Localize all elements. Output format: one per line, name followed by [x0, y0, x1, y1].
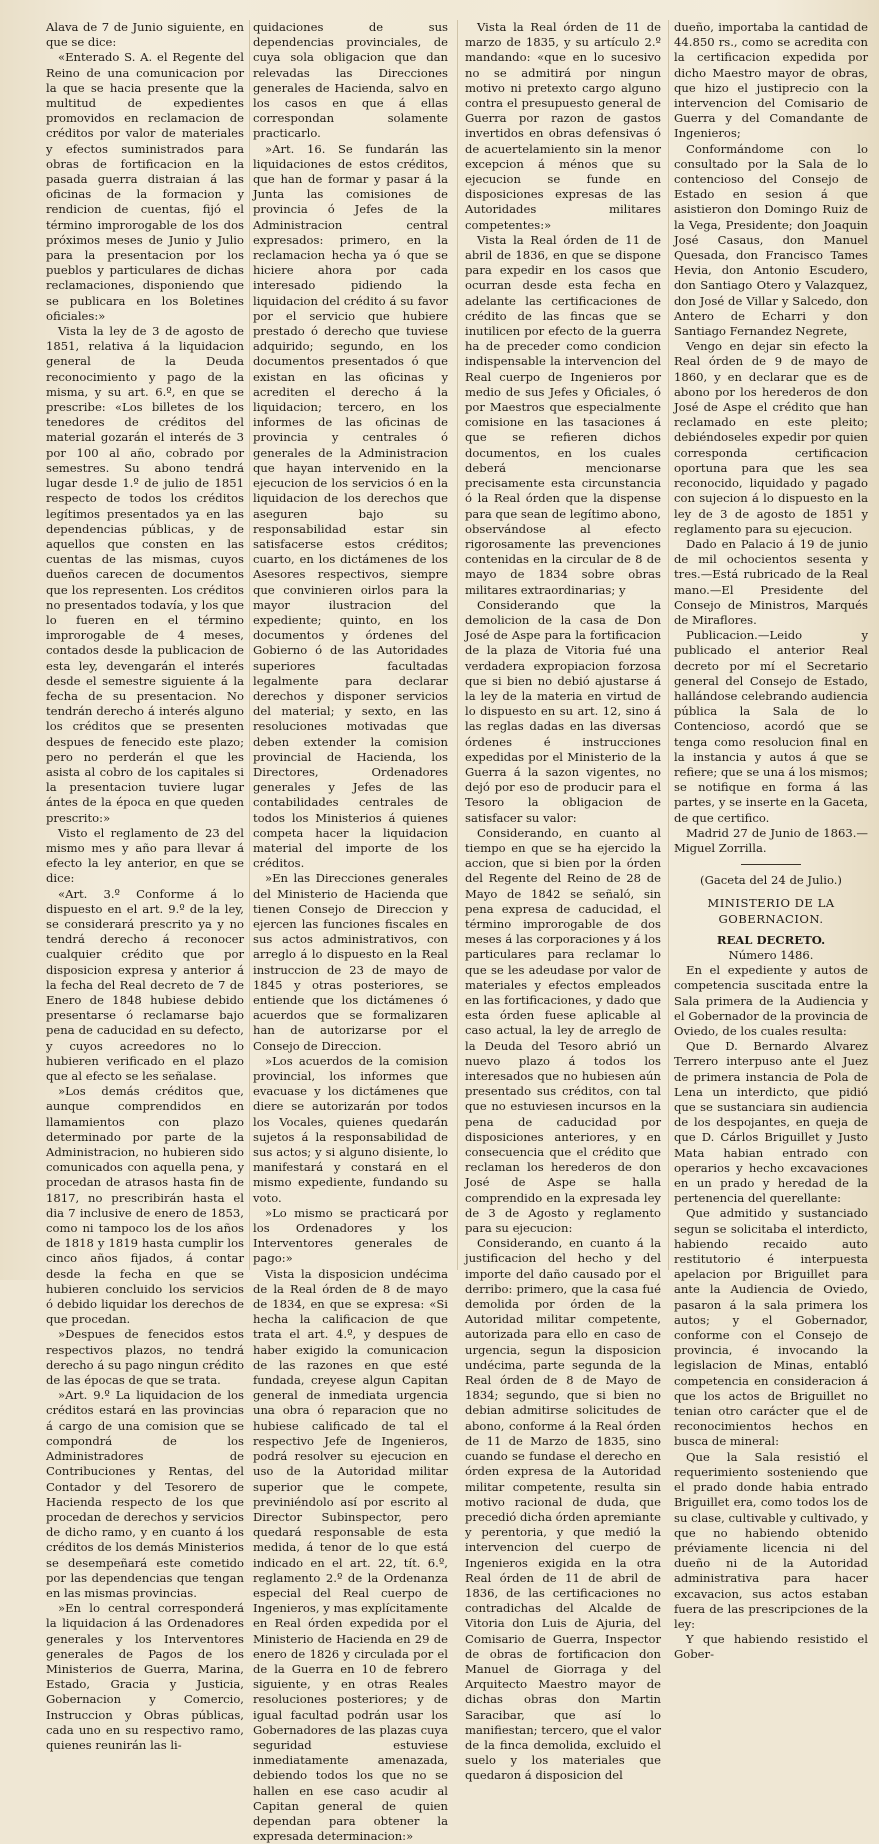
paragraph: «Art. 3.º Conforme á lo dispuesto en el art. 9.º de la ley, se considerará prescrito ya y no tendrá derecho á reconocer cualquier crédito que por disposicion expresa y anterior á la fecha del Real decreto de 7 de Enero de 1848 hubiese debido presentarse ó reclamarse bajo pena de caducidad en su defecto, y cuyos acreedores no lo hubieren verificado en el plazo que al efecto se les señalase.: [46, 886, 244, 1084]
divider: [741, 864, 801, 865]
decree-title: REAL DECRETO.: [716, 932, 826, 947]
paragraph: Que D. Bernardo Alvarez Terrero interpuso ante el Juez de primera instancia de Pola de Lena un interdicto, que pidió que se sustanciara sin audiencia de los despojantes, en queja de que D. Cárlos Briguillet y Justo Mata habian entrado con operarios y hecho excavaciones en un prado y heredad de la pertenencia del querellante:: [674, 1039, 868, 1206]
paragraph: »Los acuerdos de la comision provincial, los informes que evacuase y los dictámenes que diere se autorizarán por todos los Vocales, quienes quedarán sujetos á la responsabilidad de sus actos; y si alguno disiente, lo manifestará y constará en el mismo expediente, fundando su voto.: [253, 1053, 448, 1205]
paragraph: »En las Direcciones generales del Ministerio de Hacienda que tienen Consejo de Direccion y ejercen las funciones fiscales en sus actos administrativos, con arreglo á lo dispuesto en la Real instruccion de 23 de mayo de 1845 y otras posteriores, se entiende que los dictámenes ó acuerdos que se formalizaren han de autorizarse por el Consejo de Direccion.: [253, 871, 448, 1053]
column-divider: [668, 20, 669, 1270]
column-divider: [249, 20, 250, 1270]
text-column-1: [46, 20, 244, 1752]
paragraph: Alava de 7 de Junio siguiente, en que se dice:: [46, 20, 244, 50]
paragraph: »En lo central corresponderá la liquidacion á las Ordenadores generales y los Interventores generales de Pagos de los Ministerios de Guerra, Marina, Estado, Gracia y Justicia, Gobernacion y Comercio, Instruccion y Obras públicas, cada uno en su respectivo ramo, quienes reunirán las li-: [46, 1601, 244, 1752]
text-column-3: [465, 20, 661, 1783]
paragraph: »Despues de fenecidos estos respectivos plazos, no tendrá derecho á su pago ningun crédito de las épocas de que se trata.: [46, 1327, 244, 1388]
signature-line: Madrid 27 de Junio de 1863.—Miguel Zorrilla.: [674, 825, 868, 855]
paragraph: «Enterado S. A. el Regente del Reino de una comunicacion por la que se hacia presente que la multitud de expedientes promovidos en reclamacion de créditos por valor de materiales y efectos suministrados para obras de fortificacion en la pasada guerra distraian á las oficinas de la formacion y rendicion de cuentas, fijó el término improrogable de los dos próximos meses de Junio y Julio para la presentacion por los pueblos y particulares de dichas reclamaciones, disponiendo que se publicara en los Boletines oficiales:»: [46, 50, 244, 323]
paragraph: Considerando, en cuanto al tiempo en que se ha ejercido la accion, que si bien por la órden del Regente del Reino de 28 de Mayo de 1842 se señaló, sin pena expresa de caducidad, el término improrogable de dos meses á las corporaciones y á los particulares para reclamar lo que se les adeudase por valor de materiales y efectos empleados en las fortificaciones, y dado que esta órden fuese aplicable al caso actual, la ley de arreglo de la Deuda del Tesoro abrió un nuevo plazo á todos los interesados que no hubiesen aún presentado sus créditos, con tal que no estuviesen incursos en la pena de caducidad por disposiciones anteriores, y en consecuencia que el crédito que reclaman los herederos de don José de Aspe se halla comprendido en la expresada ley de 3 de Agosto y reglamento para su ejecucion:: [465, 825, 661, 1236]
ministry-heading: MINISTERIO DE LA GOBERNACION.: [707, 896, 835, 926]
paragraph: »Lo mismo se practicará por los Ordenadores y los Interventores generales de pago:»: [253, 1205, 448, 1266]
paragraph: dueño, importaba la cantidad de 44.850 rs., como se acredita con la certificacion expedida por dicho Maestro mayor de obras, que hizo el justiprecio con la intervencion del Comisario de Guerra y del Comandante de Ingenieros;: [674, 20, 868, 141]
paragraph: »Art. 9.º La liquidacion de los créditos estará en las provincias á cargo de una comision que se compondrá de los Administradores de Contribuciones y Rentas, del Contador y del Tesorero de Hacienda respecto de los que procedan de derechos y servicios de dicho ramo, y en cuanto á los créditos de los demás Ministerios se desempeñará este cometido por las dependencias que tengan en las mismas provincias.: [46, 1388, 244, 1600]
paragraph: Dado en Palacio á 19 de junio de mil ochocientos sesenta y tres.—Está rubricado de la Real mano.—El Presidente del Consejo de Ministros, Marqués de Miraflores.: [674, 536, 868, 627]
paragraph: Publicacion.—Leido y publicado el anterior Real decreto por mí el Secretario general del Consejo de Estado, hallándose celebrando audiencia pública la Sala de lo Contencioso, acordó que se tenga como resolucion final en la instancia y autos á que se refiere; que se una á los mismos; se notifique en forma á las partes, y se inserte en la Gaceta, de que certifico.: [674, 628, 868, 825]
paragraph: Vista la Real órden de 11 de abril de 1836, en que se dispone para expedir en los casos que ocurran desde esta fecha en adelante las certificaciones de crédito de las fincas que se inutilicen por efecto de la guerra ha de preceder como condicion indispensable la intervencion del Real cuerpo de Ingenieros por medio de sus Jefes y Oficiales, ó por Maestros que especialmente comisione en las tasaciones á que se refieren dichos documentos, en los cuales deberá mencionarse precisamente esta circunstancia ó la Real órden que la dispense para que sean de legítimo abono, observándose al efecto rigorosamente las prevenciones contenidas en la circular de 8 de mayo de 1834 sobre obras militares extraordinarias; y: [465, 232, 661, 597]
column-divider: [457, 20, 458, 1270]
paragraph: »Art. 16. Se fundarán las liquidaciones de estos créditos, que han de formar y pasar á la Junta las comisiones de provincia ó Jefes de la Administracion central expresados: primero, en la reclamacion hecha ya ó que se hiciere ahora por cada interesado pidiendo la liquidacion del crédito á su favor por el servicio que hubiere prestado ó derecho que tuviese adquirido; segundo, en los documentos presentados ó que existan en las oficinas y acrediten el derecho á la liquidacion; tercero, en los informes de las oficinas de provincia y centrales ó generales de la Administracion que hayan intervenido en la ejecucion de los servicios ó en la liquidacion de los derechos que aseguren bajo su responsabilidad estar sin satisfacerse estos créditos; cuarto, en los dictámenes de los Asesores respectivos, siempre que convinieren oirlos para la mayor ilustracion del expediente; quinto, en los documentos y órdenes del Gobierno ó de las Autoridades superiores facultadas legalmente para declarar derechos y disponer servicios del material; y sexto, en las resoluciones motivadas que deben extender la comision provincial de Hacienda, los Directores, Ordenadores generales y Jefes de las contabilidades centrales de todos los Ministerios á quienes competa hacer la liquidacion material del importe de los créditos.: [253, 141, 448, 871]
text-column-2: [253, 20, 448, 1844]
paragraph: Y que habiendo resistido el Gober-: [674, 1632, 868, 1662]
paragraph: quidaciones de sus dependencias provinciales, de cuya sola obligacion que dan relevadas las Direcciones generales de Hacienda, salvo en los casos en que á ellas correspondan solamente practicarlo.: [253, 20, 448, 141]
paragraph: Vista la disposicion undécima de la Real órden de 8 de mayo de 1834, en que se expresa: «Si hecha la calificacion de que trata el art. 4.º, y despues de haber exigido la comunicacion de las razones en que esté fundada, creyese algun Capitan general de inmediata urgencia una obra ó reparacion que no hubiese calificado de tal el respectivo Jefe de Ingenieros, podrá resolver su ejecucion en uso de la Autoridad militar superior que le compete, previniéndolo así por escrito al Director Subinspector, pero quedará responsable de esta medida, á tenor de lo que está indicado en el art. 22, tít. 6.º, reglamento 2.º de la Ordenanza especial del Real cuerpo de Ingenieros, y mas explícitamente en Real órden expedida por el Ministerio de Hacienda en 29 de enero de 1826 y circulada por el de la Guerra en 10 de febrero siguiente, y en otras Reales resoluciones posteriores; y de igual facultad podrán usar los Gobernadores de las plazas cuya seguridad estuviese inmediatamente amenazada, debiendo todos los que no se hallen en ese caso acudir al Capitan general de quien dependan para obtener la expresada determinacion:»: [253, 1266, 448, 1844]
paragraph: Que admitido y sustanciado segun se solicitaba el interdicto, habiendo recaido auto restitutorio é interpuesta apelacion por Briguillet para ante la Audiencia de Oviedo, pasaron á la sala primera los autos; y el Gobernador, conforme con el Consejo de provincia, é invocando la legislacion de Minas, entabló competencia en consideracion á que los actos de Briguillet no tenian otro carácter que el de reconocimientos hechos en busca de mineral:: [674, 1206, 868, 1449]
paragraph: Considerando, en cuanto á la justificacion del hecho y del importe del daño causado por el derribo: primero, que la casa fué demolida por órden de la Autoridad militar competente, autorizada para ello en caso de urgencia, segun la disposicion undécima, parte segunda de la Real órden de 8 de Mayo de 1834; segundo, que si bien no debian admitirse solicitudes de abono, conforme á la Real órden de 11 de Marzo de 1835, sino cuando se fundase el derecho en órden expresa de la Autoridad militar competente, resulta sin motivo racional de duda, que precedió dicha órden apremiante y perentoria, y que medió la intervencion del cuerpo de Ingenieros exigida en la otra Real órden de 11 de abril de 1836, de las certificaciones no contradichas del Alcalde de Vitoria don Luis de Ajuria, del Comisario de Guerra, Inspector de obras de fortificacion don Manuel de Giorraga y del Arquitecto Maestro mayor de dichas obras don Martin Saracibar, que así lo manifiestan; tercero, que el valor de la finca demolida, excluido el suelo y los materiales que quedaron á disposicion del: [465, 1236, 661, 1783]
paragraph: Considerando que la demolicion de la casa de Don José de Aspe para la fortificacion de la plaza de Vitoria fué una verdadera expropiacion forzosa que si bien no debió ajustarse á la ley de la materia en virtud de lo dispuesto en su art. 12, sino á las reglas dadas en las diversas órdenes é instrucciones expedidas por el Ministerio de la Guerra á la sazon vigentes, no dejó por eso de producir para el Tesoro la obligacion de satisfacer su valor:: [465, 597, 661, 825]
paragraph: Vista la Real órden de 11 de marzo de 1835, y su artículo 2.º mandando: «que en lo sucesivo no se admitirá por ningun motivo ni pretexto cargo alguno contra el presupuesto general de Guerra por razon de gastos invertidos en obras defensivas ó de acuertelamiento sin la menor excepcion á ménos que su ejecucion se funde en disposiciones expresas de las Autoridades militares competentes:»: [465, 20, 661, 232]
paragraph: En el expediente y autos de competencia suscitada entre la Sala primera de la Audiencia y el Gobernador de la provincia de Oviedo, de los cuales resulta:: [674, 963, 868, 1038]
source-note: (Gaceta del 24 de Julio.): [700, 873, 842, 888]
paragraph: Vengo en dejar sin efecto la Real órden de 9 de mayo de 1860, y en declarar que es de abono por los herederos de don José de Aspe el crédito que han reclamado en este pleito; debiéndoseles expedir por quien corresponda certificacion oportuna para que les sea reconocido, liquidado y pagado con sujecion á lo dispuesto en la ley de 3 de agosto de 1851 y reglamento para su ejecucion.: [674, 339, 868, 536]
paragraph: Visto el reglamento de 23 del mismo mes y año para llevar á efecto la ley anterior, en que se dice:: [46, 825, 244, 886]
text-column-4: [674, 20, 868, 1662]
paragraph: Vista la ley de 3 de agosto de 1851, relativa á la liquidacion general de la Deuda reconocimiento y pago de la misma, y su art. 6.º, en que se prescribe: «Los billetes de los tenedores de créditos del material gozarán el interés de 3 por 100 al año, cobrado por semestres. Su abono tendrá lugar desde 1.º de julio de 1851 respecto de todos los créditos legítimos presentados ya en las dependencias públicas, y de aquellos que consten en las cuentas de las mismas, cuyos dueños carecen de documentos que los representen. Los créditos no presentados todavía, y los que lo fueren en el término improrogable de 4 meses, contados desde la publicacion de esta ley, devengarán el interés desde el semestre siguiente á la fecha de su presentacion. No tendrán derecho á interés alguno los créditos que se presenten despues de fenecido este plazo; pero no perderán el que les asista al cobro de los capitales si la presentacion tuviere lugar ántes de la época en que queden prescrito:»: [46, 324, 244, 825]
paragraph: Conformándome con lo consultado por la Sala de lo contencioso del Consejo de Estado en sesion á que asistieron don Domingo Ruiz de la Vega, Presidente; don Joaquin José Casaus, don Manuel Quesada, don Francisco Tames Hevia, don Antonio Escudero, don Santiago Otero y Valazquez, don José de Villar y Salcedo, don Antero de Echarri y don Santiago Fernandez Negrete,: [674, 141, 868, 339]
paragraph: Que la Sala resistió el requerimiento sosteniendo que el prado donde habia entrado Briguillet era, como todos los de su clase, cultivable y cultivado, y que no habiendo obtenido préviamente licencia ni del dueño ni de la Autoridad administrativa para hacer excavacion, sus actos estaban fuera de las prescripciones de la ley:: [674, 1449, 868, 1631]
decree-number: Número 1486.: [728, 947, 814, 962]
paragraph: »Los demás créditos que, aunque comprendidos en llamamientos con plazo determinado por parte de la Administracion, no hubieren sido comunicados con aquella pena, y procedan de atrasos hasta fin de 1817, no prescribirán hasta el dia 7 inclusive de enero de 1853, como ni tampoco los de los años de 1818 y 1819 hasta cumplir los cinco años fijados, á contar desde la fecha en que se hubieren concluido los servicios ó debido liquidar los derechos de que procedan.: [46, 1084, 244, 1327]
